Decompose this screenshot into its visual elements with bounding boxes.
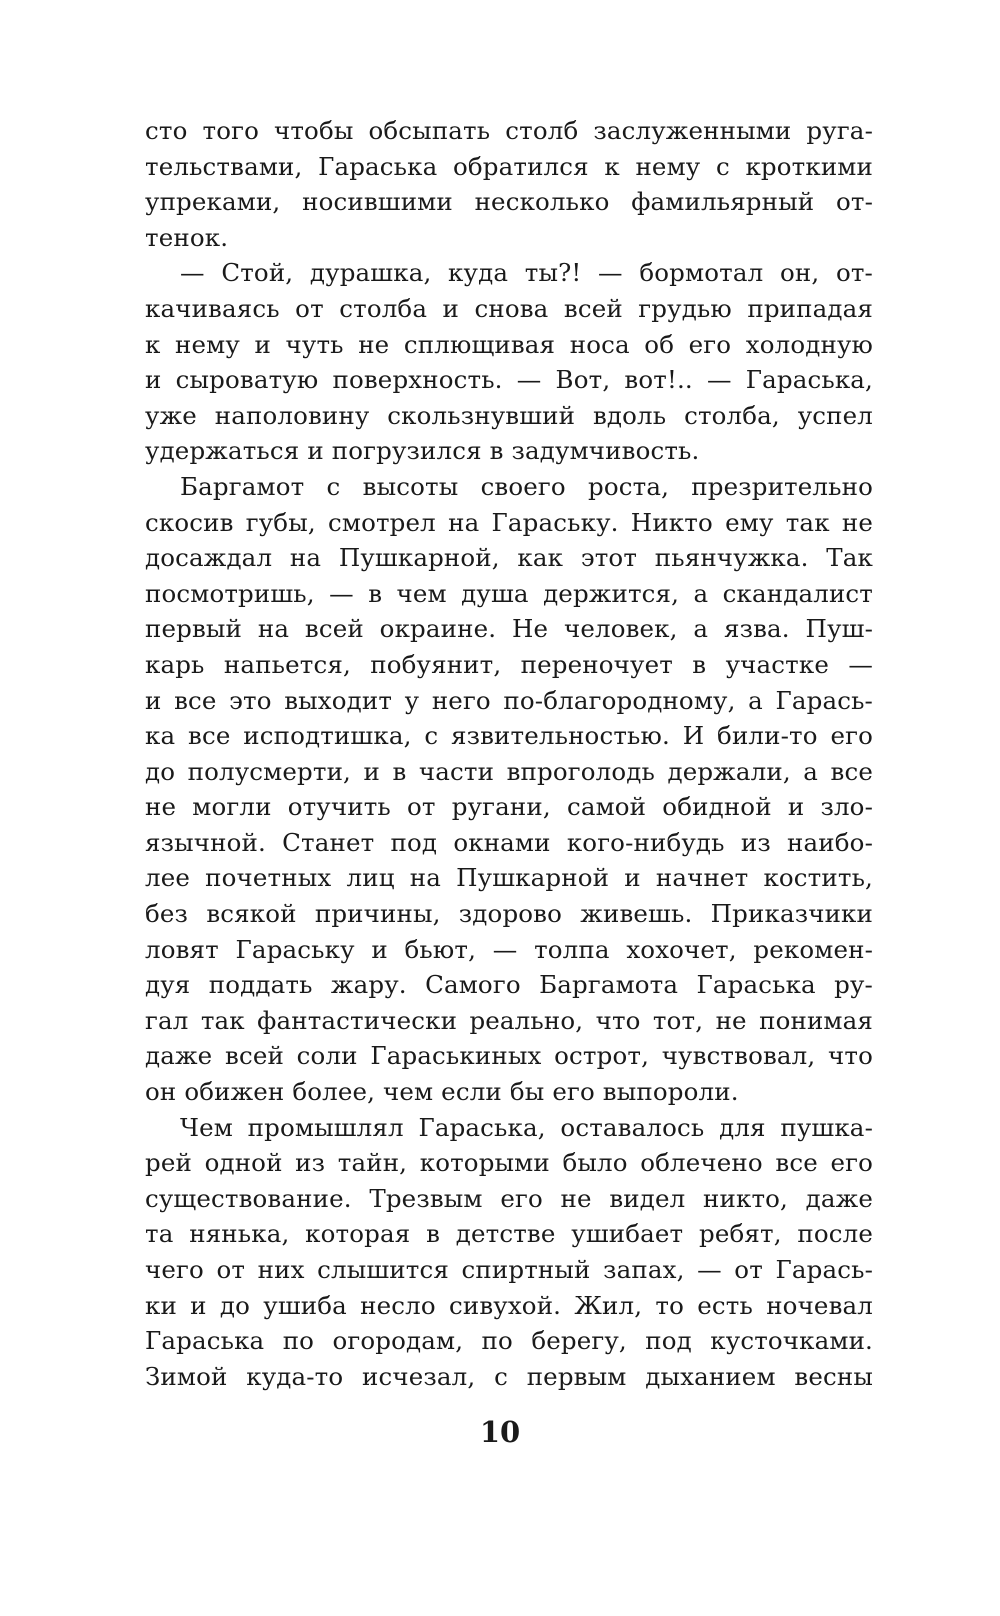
text-line: не могли отучить от ругани, самой обидной и зло- [145,792,873,822]
text-line: он обижен более, чем если бы его выпороли. [145,1077,739,1107]
text-line: чего от них слышится спиртный запах, — от Гарась- [145,1255,873,1284]
text-line: та нянька, которая в детстве ушибает ребят, после [145,1219,873,1249]
text-line: гал так фантастически реально, что тот, не понимая [145,1005,873,1035]
paragraph [145,469,873,1110]
text-line: — Стой, дурашка, куда ты?! — бормотал он, от- [180,258,873,288]
text-line: досаждал на Пушкарной, как этот пьянчужка. Так [145,543,873,573]
paragraph [145,113,873,255]
text-line: и сыроватую поверхность. — Вот, вот!.. — Гараська, [145,365,873,395]
body-text [145,113,873,1394]
text-line: тенок. [145,222,229,252]
text-line: даже всей соли Гараськиных острот, чувствовал, что [145,1041,873,1071]
text-line: уже наполовину скользнувший вдоль столба, успел [145,400,873,430]
page-number: 10 [479,1415,521,1449]
text-line: Гараська по огородам, по берегу, под кусточками. [145,1326,873,1356]
text-line: ки и до ушиба несло сивухой. Жил, то есть ночевал [145,1290,873,1320]
text-line: ка все исподтишка, с язвительностью. И били-то его [145,721,873,751]
text-line: посмотришь, — в чем душа держится, а скандалист [145,578,873,608]
paragraph [145,1110,873,1395]
text-line: ловят Гараську и бьют, — толпа хохочет, рекомен- [145,934,873,964]
text-line: и все это выходит у него по-благородному, а Гарась- [145,685,873,715]
text-line: язычной. Станет под окнами кого-нибудь из наибо- [145,827,873,857]
text-line: первый на всей окраине. Не человек, а язва. Пуш- [145,614,873,644]
text-line: рей одной из тайн, которыми было облечено все его [145,1148,873,1178]
text-line: упреками, носившими несколько фамильярный от- [145,187,873,217]
text-line: тельствами, Гараська обратился к нему с кроткими [145,151,873,181]
text-line: удержаться и погрузился в задумчивость. [145,436,700,466]
text-line: Зимой куда-то исчезал, с первым дыханием весны [145,1361,873,1391]
text-line: дуя поддать жару. Самого Баргамота Гараська ру- [145,970,873,1000]
text-line: к нему и чуть не сплющивая носа об его холодную [145,329,873,359]
text-line: существование. Трезвым его не видел никто, даже [145,1183,873,1213]
text-line: без всякой причины, здорово живешь. Приказчики [145,899,873,929]
text-line: Баргамот с высоты своего роста, презрительно [180,471,873,501]
text-line: скосив губы, смотрел на Гараську. Никто ему так не [145,507,873,537]
text-line: карь напьется, побуянит, переночует в участке — [145,649,873,679]
text-line: качиваясь от столба и снова всей грудью припадая [145,293,873,323]
text-line: до полусмерти, и в части впроголодь держали, а все [145,756,873,786]
text-line: лее почетных лиц на Пушкарной и начнет костить, [145,863,873,893]
text-line: сто того чтобы обсыпать столб заслуженными руга- [145,116,873,145]
paragraph [145,255,873,469]
text-line: Чем промышлял Гараська, оставалось для пушка- [180,1112,873,1142]
